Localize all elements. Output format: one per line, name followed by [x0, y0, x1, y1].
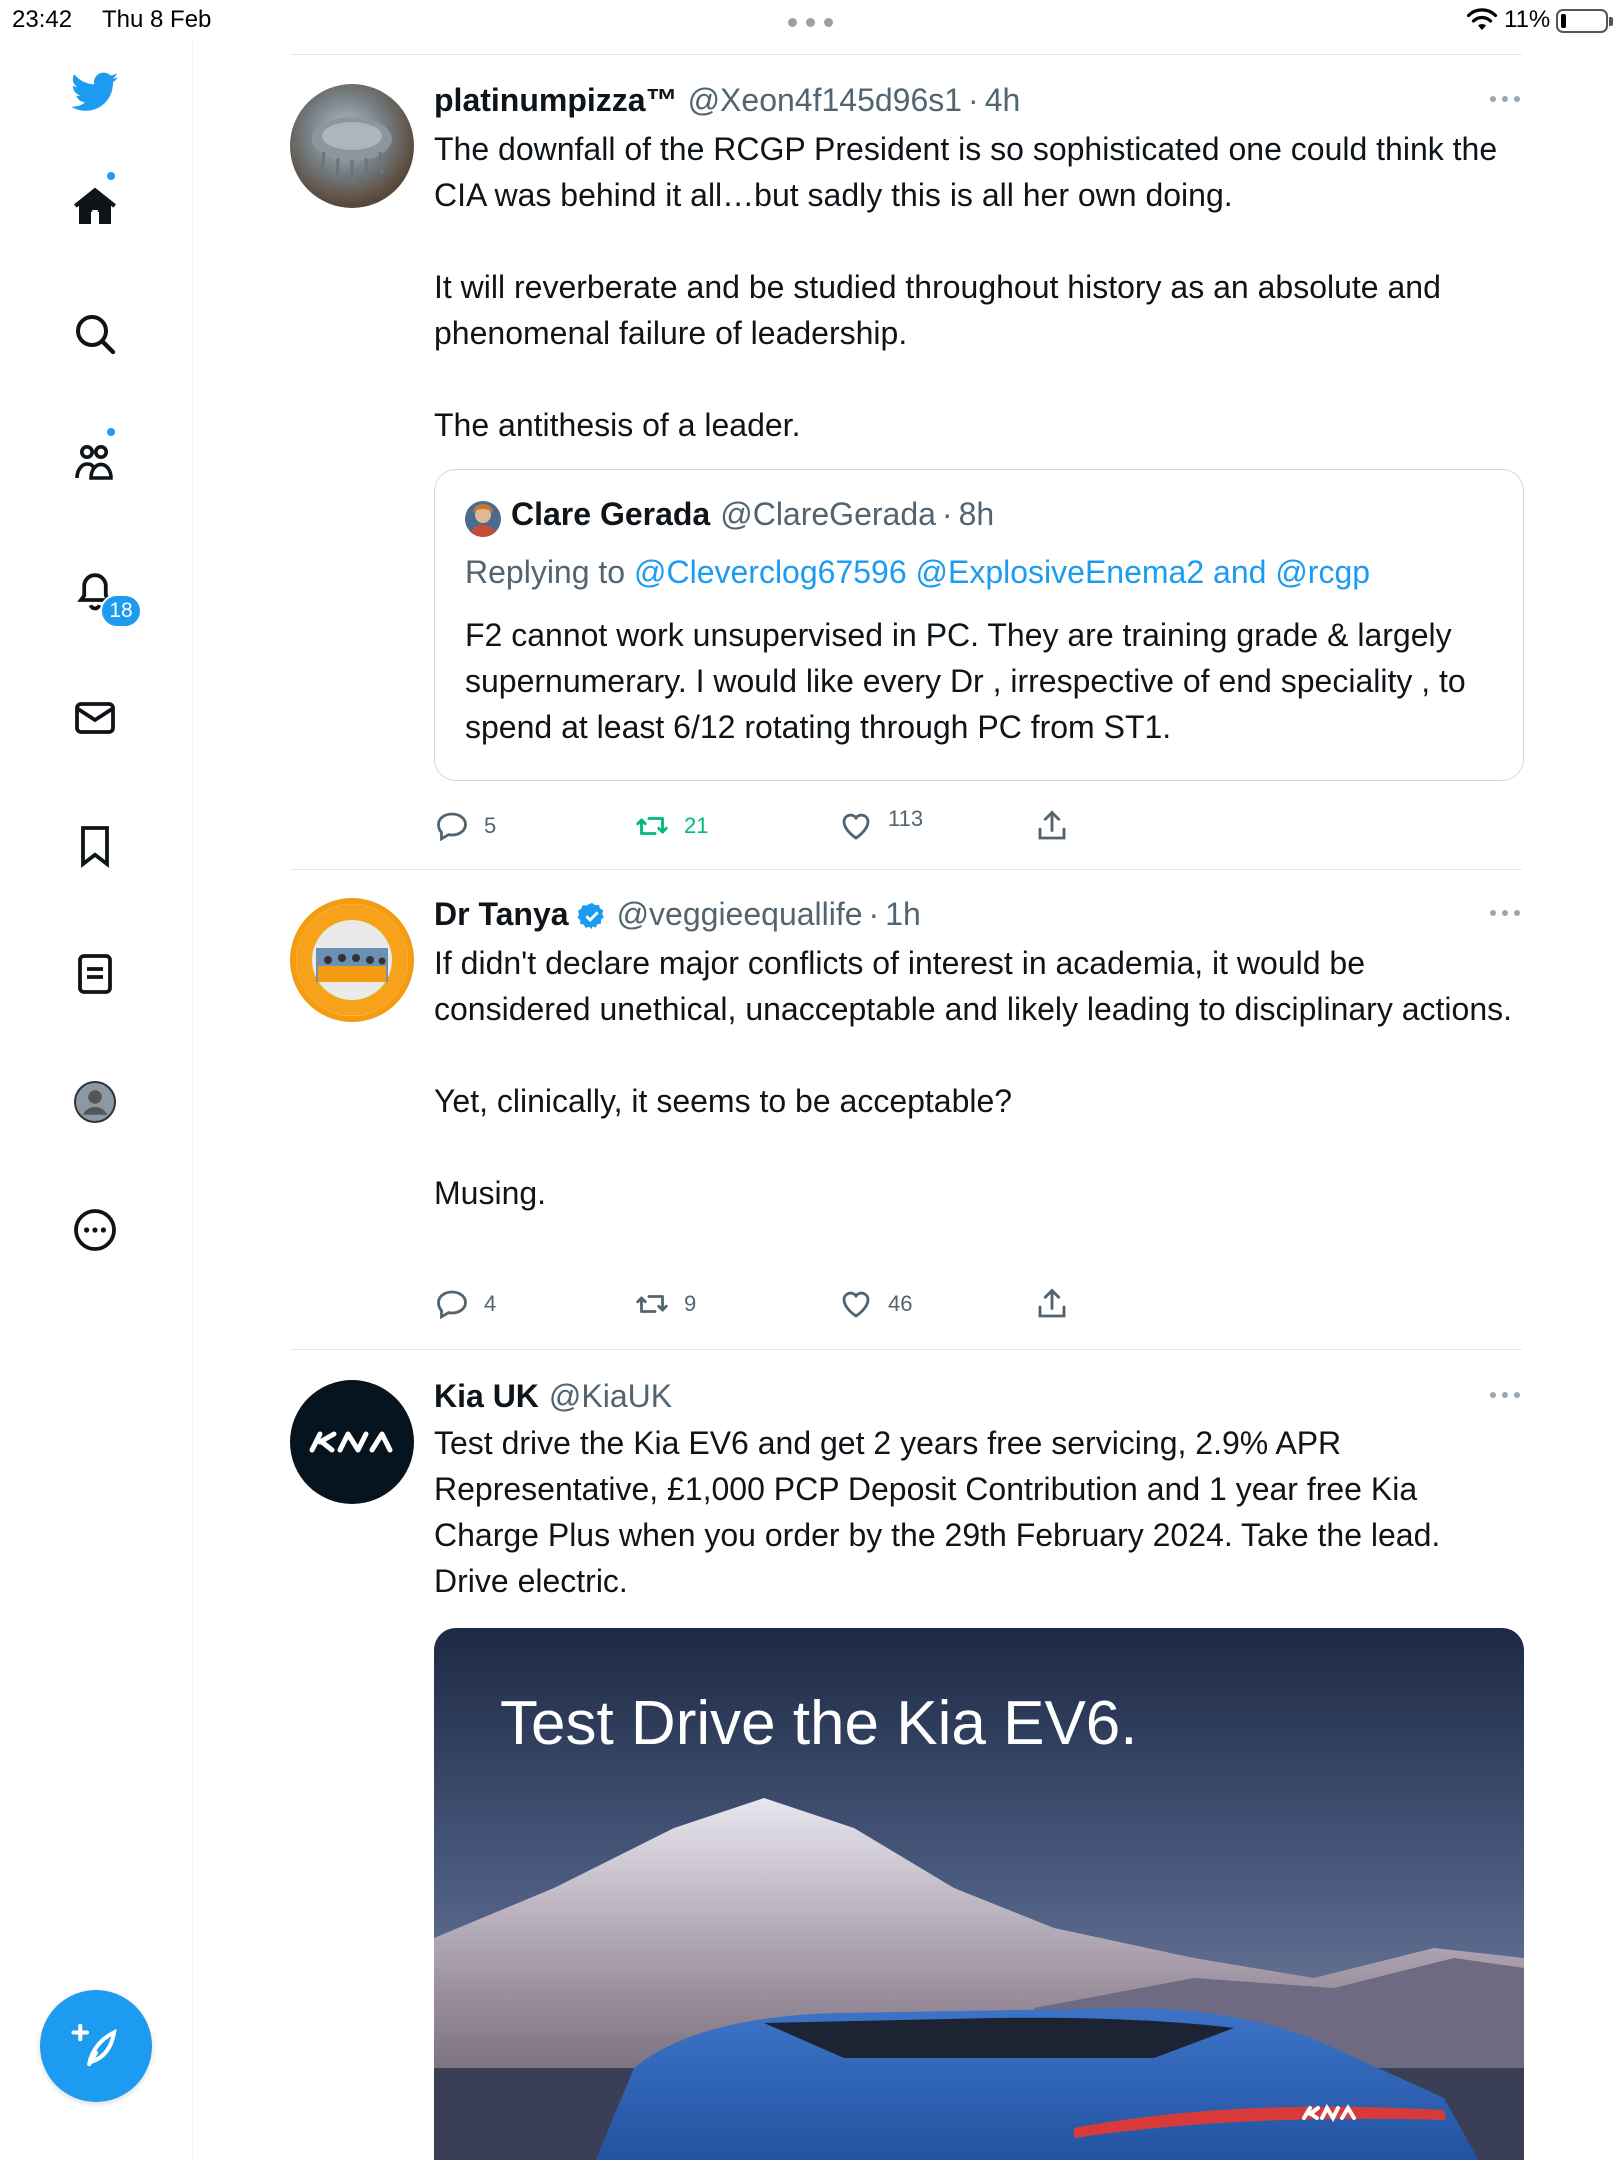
share-icon — [1034, 1286, 1070, 1322]
more-circle-icon[interactable] — [65, 1200, 125, 1260]
tweet-time[interactable]: 1h — [885, 896, 921, 932]
kia-logo-icon — [290, 1380, 414, 1504]
divider — [290, 869, 1522, 870]
heart-icon — [838, 1286, 874, 1322]
more-options-icon[interactable] — [1490, 96, 1522, 106]
reply-button[interactable] — [434, 804, 496, 848]
avatar[interactable] — [290, 898, 414, 1022]
quote-avatar — [465, 501, 501, 537]
separator-dot: · — [941, 496, 953, 532]
tweet-paragraph: Test drive the Kia EV6 and get 2 years free servicing, 2.9% APR Representative, £1,000 PCP Deposit Contribution and 1 year free Kia Charge Plus when you order by the 29th February 2024. Take the lead. Drive electric. — [434, 1425, 1441, 1599]
avatar[interactable] — [290, 1380, 414, 1504]
quote-text: F2 cannot work unsupervised in PC. They are training grade & largely supernumerary. I would like every Dr , irrespective of end speciality , to spend at least 6/12 rotating through PC from ST1. — [465, 617, 1466, 745]
verified-badge-icon — [577, 901, 607, 931]
wifi-icon — [1466, 6, 1498, 32]
tweet-header — [434, 1378, 672, 1418]
heart-icon — [838, 808, 874, 844]
tweet-time[interactable]: 4h — [984, 82, 1021, 118]
retweet-icon — [634, 808, 670, 844]
reply-icon — [434, 808, 470, 844]
multitasking-dots-icon[interactable] — [788, 18, 834, 26]
quote-author-name: Clare Gerada — [511, 496, 711, 532]
mail-icon[interactable] — [65, 688, 125, 748]
battery-icon — [1556, 9, 1608, 33]
ad-media-image[interactable] — [434, 1628, 1524, 2160]
reply-count: 5 — [484, 813, 497, 838]
tweet-text — [434, 126, 1514, 448]
tweet-actions — [434, 1282, 1134, 1326]
divider — [290, 54, 1522, 55]
quote-header — [511, 496, 994, 536]
replying-to — [465, 554, 1370, 591]
retweet-button[interactable] — [634, 1282, 696, 1326]
share-icon — [1034, 808, 1070, 844]
reply-icon — [434, 1286, 470, 1322]
status-time: 23:42 — [12, 6, 73, 33]
communities-icon[interactable] — [65, 432, 125, 492]
share-button[interactable] — [1034, 804, 1070, 848]
profile-icon[interactable] — [65, 1072, 125, 1132]
replying-to-users[interactable]: @Cleverclog67596 @ExplosiveEnema2 and @rcgp — [633, 554, 1371, 590]
tweet-header — [434, 896, 921, 936]
author-handle[interactable]: @Xeon4f145d96s1 — [687, 82, 963, 118]
separator-dot: · — [868, 896, 880, 932]
reply-count: 4 — [484, 1291, 497, 1316]
sidebar — [0, 40, 193, 2160]
avatar[interactable] — [290, 84, 414, 208]
tweet-paragraph: It will reverberate and be studied throughout history as an absolute and phenomenal failure of leadership. — [434, 269, 1441, 351]
quote-time: 8h — [958, 496, 995, 532]
status-bar — [0, 0, 1620, 40]
tweet-header — [434, 82, 1020, 122]
divider — [290, 1349, 1522, 1350]
communities-new-dot — [105, 426, 117, 438]
bookmark-icon[interactable] — [65, 816, 125, 876]
compose-tweet-button[interactable] — [40, 1990, 152, 2102]
twitter-bird-icon[interactable] — [65, 62, 125, 122]
tweet-paragraph: The antithesis of a leader. — [434, 407, 801, 443]
retweet-count: 9 — [684, 1291, 697, 1316]
author-handle[interactable]: @KiaUK — [548, 1378, 673, 1414]
tweet-actions — [434, 804, 1134, 848]
more-options-icon[interactable] — [1490, 1392, 1522, 1402]
home-icon[interactable] — [65, 176, 125, 236]
author-name[interactable]: Kia UK — [434, 1378, 539, 1414]
retweet-icon — [634, 1286, 670, 1322]
tweet-paragraph: If didn't declare major conflicts of interest in academia, it would be considered unethical, unacceptable and likely leading to disciplinary actions. — [434, 945, 1512, 1027]
home-new-dot — [105, 170, 117, 182]
tweet-paragraph: Yet, clinically, it seems to be acceptable? — [434, 1083, 1013, 1119]
like-button[interactable] — [838, 1282, 912, 1326]
tweet-paragraph: The downfall of the RCGP President is so sophisticated one could think the CIA was behind it all…but sadly this is all her own doing. — [434, 131, 1498, 213]
share-button[interactable] — [1034, 1282, 1070, 1326]
ad-headline: Test Drive the Kia EV6. — [500, 1689, 1138, 1758]
retweet-count: 21 — [684, 813, 709, 838]
compose-feather-icon — [69, 2019, 123, 2073]
notification-count-badge: 18 — [100, 594, 142, 628]
author-name[interactable]: Dr Tanya — [434, 896, 569, 932]
lists-icon[interactable] — [65, 944, 125, 1004]
tweet-text — [434, 940, 1514, 1216]
like-count: 113 — [888, 806, 924, 831]
author-handle[interactable]: @veggieequallife — [616, 896, 863, 932]
tweet-text — [434, 1420, 1514, 1604]
retweet-button[interactable] — [634, 804, 708, 848]
battery-percentage: 11% — [1504, 6, 1551, 33]
quoted-tweet[interactable] — [434, 469, 1524, 781]
status-date: Thu 8 Feb — [102, 6, 212, 33]
author-name[interactable]: platinumpizza™ — [434, 82, 678, 118]
quote-author-handle: @ClareGerada — [720, 496, 936, 532]
timeline — [290, 54, 1522, 2160]
separator-dot: · — [968, 82, 979, 118]
like-count: 46 — [888, 1291, 913, 1316]
more-options-icon[interactable] — [1490, 910, 1522, 920]
replying-to-prefix: Replying to — [465, 554, 626, 590]
reply-button[interactable] — [434, 1282, 496, 1326]
like-button[interactable] — [838, 804, 923, 848]
search-icon[interactable] — [65, 304, 125, 364]
tweet-paragraph: Musing. — [434, 1175, 547, 1211]
